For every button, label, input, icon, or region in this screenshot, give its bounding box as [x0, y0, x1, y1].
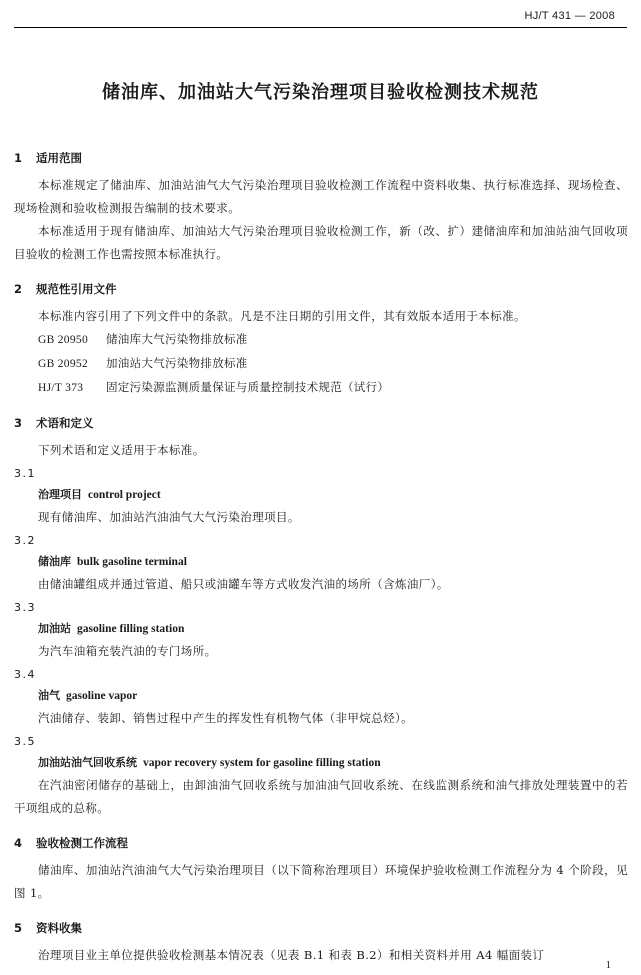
section-number: 5	[14, 921, 23, 935]
reference-title: 储油库大气污染物排放标准	[106, 332, 248, 346]
standard-code: HJ/T 431 — 2008	[524, 10, 615, 22]
term-number: 3.4	[14, 668, 36, 681]
section-number: 2	[14, 282, 23, 296]
term-heading	[14, 685, 628, 707]
term-en: gasoline vapor	[66, 690, 138, 702]
section-number: 4	[14, 836, 23, 850]
section-title: 规范性引用文件	[36, 282, 117, 296]
paragraph: 下列术语和定义适用于本标准。	[38, 443, 205, 457]
term-en: control project	[88, 489, 161, 501]
reference-code: GB 20950	[38, 334, 89, 346]
term-heading	[14, 551, 628, 573]
term-cn: 油气	[38, 689, 60, 702]
document-title: 储油库、加油站大气污染治理项目验收检测技术规范	[102, 82, 539, 103]
term-number: 3.2	[14, 534, 36, 547]
term-number: 3.1	[14, 467, 36, 480]
reference-code: GB 20952	[38, 358, 89, 370]
page-number: 1	[605, 959, 611, 971]
term-heading	[14, 618, 628, 640]
term-cn: 加油站油气回收系统	[38, 756, 137, 769]
section-title: 资料收集	[36, 921, 82, 935]
term-definition: 为汽车油箱充装汽油的专门场所。	[38, 644, 217, 658]
reference-item	[14, 376, 628, 400]
term-number: 3.5	[14, 735, 36, 748]
term-cn: 储油库	[38, 555, 71, 568]
term-definition: 由储油罐组成并通过管道、船只或油罐车等方式收发汽油的场所（含炼油厂）。	[38, 577, 449, 591]
term-heading	[14, 484, 628, 506]
section-title: 验收检测工作流程	[36, 836, 128, 850]
reference-title: 加油站大气污染物排放标准	[106, 356, 248, 370]
paragraph: 本标准适用于现有储油库、加油站大气污染治理项目验收检测工作，新（改、扩）建储油库和加油站油气回收项目验收的检测工作也需按照本标准执行。	[14, 224, 628, 261]
section-title: 适用范围	[36, 151, 82, 165]
term-heading	[14, 752, 628, 774]
term-cn: 治理项目	[38, 488, 82, 501]
document-body	[14, 148, 628, 967]
section-number: 1	[14, 151, 23, 165]
term-en: bulk gasoline terminal	[77, 556, 187, 568]
section-3-heading	[14, 413, 628, 433]
paragraph: 治理项目业主单位提供验收检测基本情况表（见表 B.1 和表 B.2）和相关资料并用 A4 幅面装订	[38, 948, 545, 962]
section-number: 3	[14, 416, 23, 430]
reference-item	[14, 328, 628, 352]
header-rule	[14, 27, 627, 28]
term-definition: 现有储油库、加油站汽油油气大气污染治理项目。	[38, 510, 300, 524]
section-5-heading	[14, 918, 628, 938]
reference-item	[14, 352, 628, 376]
paragraph: 储油库、加油站汽油油气大气污染治理项目（以下简称治理项目）环境保护验收检测工作流程分为 4 个阶段，见图 1。	[14, 863, 628, 900]
term-definition: 在汽油密闭储存的基础上，由卸油油气回收系统与加油油气回收系统、在线监测系统和油气排放处理装置中的若干项组成的总称。	[14, 778, 628, 815]
reference-title: 固定污染源监测质量保证与质量控制技术规范（试行）	[106, 380, 390, 394]
section-title: 术语和定义	[36, 416, 94, 430]
reference-code: HJ/T 373	[38, 382, 84, 394]
term-number: 3.3	[14, 601, 36, 614]
section-4-heading	[14, 833, 628, 853]
term-cn: 加油站	[38, 622, 71, 635]
paragraph: 本标准内容引用了下列文件中的条款。凡是不注日期的引用文件，其有效版本适用于本标准。	[38, 309, 526, 323]
section-2-heading	[14, 279, 628, 299]
term-en: vapor recovery system for gasoline filling station	[143, 757, 381, 769]
paragraph: 本标准规定了储油库、加油站油气大气污染治理项目验收检测工作流程中资料收集、执行标准选择、现场检查、现场检测和验收检测报告编制的技术要求。	[14, 178, 628, 215]
term-definition: 汽油储存、装卸、销售过程中产生的挥发性有机物气体（非甲烷总烃）。	[38, 711, 414, 725]
term-en: gasoline filling station	[77, 623, 185, 635]
section-1-heading	[14, 148, 628, 168]
